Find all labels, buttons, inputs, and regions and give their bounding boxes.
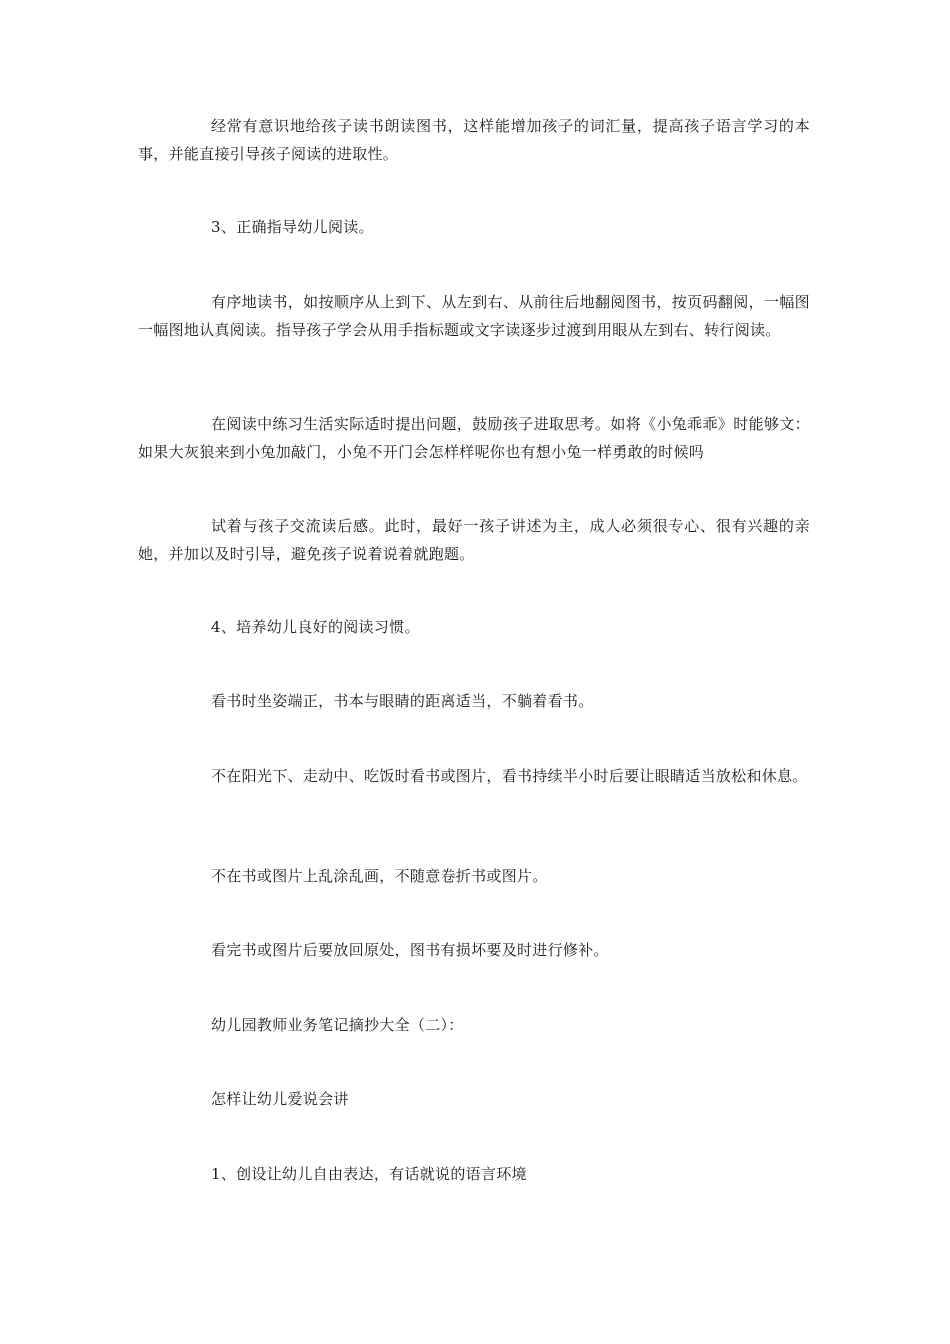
heading-guide-reading: 3、正确指导幼儿阅读。 (211, 218, 374, 236)
paragraph-ask-questions: 在阅读中练习生活实际适时提出问题，鼓励孩子进取思考。如将《小兔乖乖》时能够文：如果大灰狼来到小兔加敲门，小兔不开门会怎样样呢你也有想小兔一样勇敢的时候吗 (138, 415, 810, 461)
heading-love-to-speak: 怎样让幼儿爱说会讲 (211, 1090, 349, 1108)
section-title-part-two: 幼儿园教师业务笔记摘抄大全（二）： (211, 1016, 464, 1034)
paragraph-eye-rest: 不在阳光下、走动中、吃饭时看书或图片，看书持续半小时后要让眼睛适当放松和休息。 (211, 767, 808, 785)
paragraph-put-back-books: 看完书或图片后要放回原处，图书有损坏要及时进行修补。 (211, 941, 609, 959)
heading-create-environment: 1、创设让幼儿自由表达，有话就说的语言环境 (211, 1165, 527, 1183)
paragraph-orderly-reading: 有序地读书，如按顺序从上到下、从左到右、从前往后地翻阅图书，按页码翻阅，一幅图一幅图地认真阅读。指导孩子学会从用手指标题或文字读逐步过渡到用眼从左到右、转行阅读。 (138, 293, 810, 339)
paragraph-read-aloud: 经常有意识地给孩子读书朗读图书，这样能增加孩子的词汇量，提高孩子语言学习的本事，并能直接引导孩子阅读的进取性。 (138, 117, 810, 163)
paragraph-share-feelings: 试着与孩子交流读后感。此时，最好一孩子讲述为主，成人必须很专心、很有兴趣的亲她，并加以及时引导，避免孩子说着说着就跑题。 (138, 517, 810, 563)
paragraph-no-scribbling: 不在书或图片上乱涂乱画，不随意卷折书或图片。 (211, 867, 548, 885)
heading-reading-habits: 4、培养幼儿良好的阅读习惯。 (211, 618, 420, 636)
paragraph-posture: 看书时坐姿端正，书本与眼睛的距离适当，不躺着看书。 (211, 692, 594, 710)
